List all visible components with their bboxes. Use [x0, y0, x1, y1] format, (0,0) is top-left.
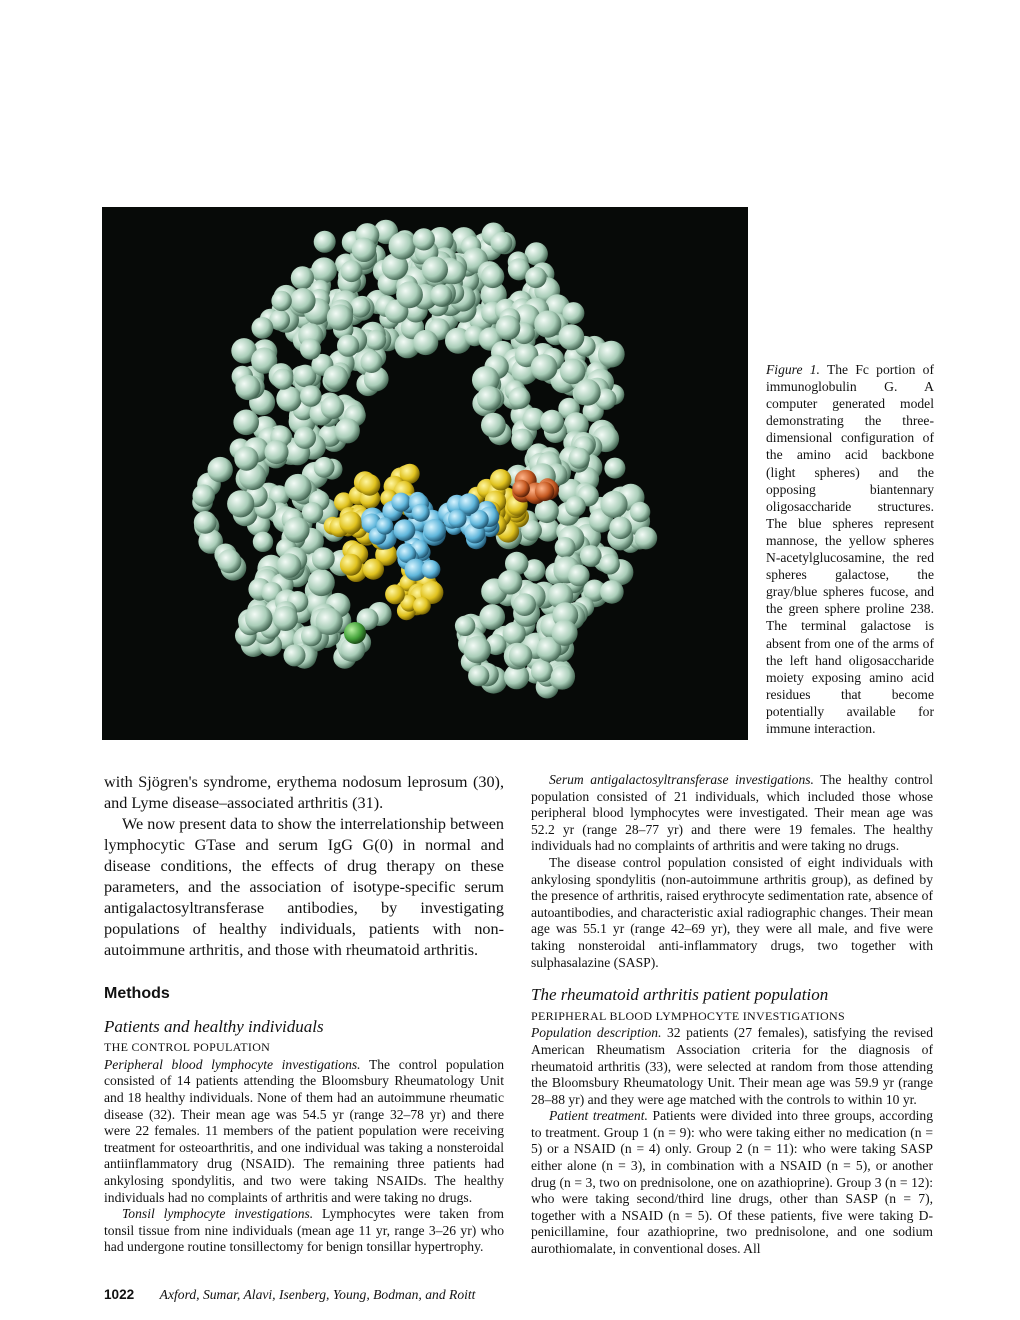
figure-caption — [766, 361, 934, 737]
atom-sphere — [284, 517, 310, 543]
atom-sphere — [194, 511, 217, 534]
atom-sphere — [337, 335, 359, 357]
atom-sphere — [208, 457, 233, 482]
atom-sphere — [477, 386, 502, 411]
atom-sphere — [422, 257, 448, 283]
atom-sphere — [600, 491, 627, 518]
atom-sphere — [308, 569, 335, 596]
atom-sphere — [385, 584, 405, 604]
atom-sphere — [253, 532, 273, 552]
atom-sphere — [335, 418, 360, 443]
serum-runin: Serum antigalactosyltransferase investigations. — [549, 772, 814, 787]
atom-sphere — [481, 265, 504, 288]
atom-sphere — [300, 385, 322, 407]
intro-paragraph-1: with Sjögren's syndrome, erythema nodosum leprosum (30), and Lyme disease–associated arthritis (31). — [104, 773, 504, 812]
atom-sphere — [423, 519, 446, 542]
atom-sphere — [344, 622, 366, 644]
atom-sphere — [359, 474, 381, 496]
population-description-runin: Population description. — [531, 1025, 662, 1041]
atom-sphere — [413, 597, 431, 615]
atom-sphere — [511, 429, 533, 451]
ra-population-subheading: The rheumatoid arthritis patient population — [531, 985, 829, 1005]
control-pbl-runin: Peripheral blood lymphocyte investigations. — [104, 1056, 361, 1072]
page-number: 1022 — [104, 1287, 135, 1302]
atom-sphere — [273, 606, 298, 631]
figure-caption-text: The Fc portion of immunoglobulin G. A computer generated model demonstrating the three-dimensional configuration of the amino acid backbone (light spheres) and the opposing biantennary oligosaccharide structures. The blue spheres represent mannose, the yellow spheres N-acetylglucosamine, the red spheres galactose, the gray/blue spheres fucose, and the green sphere proline 238. The terminal galactose is absent from one of the arms of the left hand oligosaccharide moiety exposing amino acid residues that become potentially available for immune interaction. — [766, 362, 934, 736]
figure-label: Figure 1. — [766, 362, 820, 377]
disease-control-paragraph: The disease control population consisted of eight individuals with ankylosing spondylitis (non-autoimmune arthritis group), as defined by the presence of arthritis, raised erythrocyte sedimentation rate, absence of autoantibodies, and characteristic axial radiographic changes. Their mean age was 55.1 yr (range 42–69 yr), they were all male, and five were taking nonsteroidal anti-inflammatory drugs, two together with sulphasalazine (SASP). — [531, 854, 933, 970]
atom-sphere — [413, 330, 438, 355]
atom-sphere — [464, 636, 491, 663]
intro-paragraph-2: We now present data to show the interrelationship between lymphocytic GTase and serum IgG G(0) in normal and disease conditions, the effects of drug therapy on these parameters, and the association of isotype-specific serum antigalactosyltransferase antibodies, by investigating populations of healthy individuals, patients with non-autoimmune arthritis, and those with rheumatoid arthritis. — [104, 815, 504, 959]
atom-sphere — [366, 330, 387, 351]
atom-sphere — [634, 527, 657, 550]
atom-sphere — [580, 545, 602, 567]
atom-sphere — [327, 304, 353, 330]
atom-sphere — [498, 570, 523, 595]
control-population-heading: THE CONTROL POPULATION — [104, 1040, 271, 1055]
atom-sphere — [394, 519, 416, 541]
atom-sphere — [340, 554, 362, 576]
tonsil-text: Lymphocytes were taken from tonsil tissue from nine individuals (mean age 11 yr, range 3–26 yr) who had undergone routine tonsillectomy for benign tonsillar hypertrophy. — [104, 1206, 504, 1255]
atom-sphere — [234, 447, 258, 471]
figure-image — [102, 207, 748, 740]
tonsil-runin: Tonsil lymphocyte investigations. — [122, 1206, 314, 1222]
atom-sphere — [314, 457, 335, 478]
atom-sphere — [496, 315, 521, 340]
control-pbl-text: The control population consisted of 14 patients attending the Bloomsbury Rheumatology Unit and 18 healthy individuals. None of them had an autoimmune rheumatic disease (32). Their mean age was 54.5 yr (range 32–78 yr) and there were 22 females. 11 members of the patient population were receiving treatment for osteoarthritis, and one individual was taking a nonsteroidal antiinflammatory drug (NSAID). The remaining three patients had ankylosing spondylitis, and two were taking NSAIDs. The healthy individuals had no complaints of arthritis and were taking no drugs. — [104, 1056, 504, 1205]
atom-sphere — [363, 559, 384, 580]
atom-sphere — [245, 605, 272, 632]
serum-paragraph — [531, 772, 933, 855]
atom-sphere — [540, 410, 564, 434]
atom-sphere — [413, 228, 435, 250]
atom-sphere — [509, 644, 532, 667]
patient-treatment-text: Patients were divided into three groups, according to treatment. Group 1 (n = 9): who were taking either no medication (n = 5) or a NSAID (n = 4) only. Group 2 (n = 11): who were taking SASP either alone (n = 3), in combination with a NSAID (n = 5), or another drug (n = 3, two on prednisolone, one on azathioprine). Group 3 (n = 12): who were taking second/third line drugs, other than SASP (n = 7), together with a NSAID (n = 5). Of these patients, five were taking D-penicillamine, four azathioprine, two prednisolone, and one sodium aurothiomalate, in conventional doses. All — [531, 1108, 933, 1257]
atom-sphere — [630, 502, 650, 522]
atom-sphere — [233, 410, 259, 436]
atom-sphere — [312, 547, 335, 570]
atom-sphere — [479, 604, 505, 630]
atom-sphere — [604, 458, 625, 479]
atom-sphere — [565, 496, 586, 517]
atom-sphere — [609, 517, 632, 540]
atom-sphere — [252, 317, 274, 339]
atom-sphere — [490, 469, 511, 490]
tonsil-paragraph — [104, 1206, 504, 1256]
atom-sphere — [396, 281, 423, 308]
serum-text: The healthy control population consisted of 21 individuals, which included those whose peripheral blood lymphocytes were investigated. Their mean age was 52.2 yr (range 28–77 yr) and there were 19 females. The healthy individuals had no complaints of arthritis and were taking no drugs. — [531, 772, 934, 854]
atom-sphere — [534, 311, 561, 338]
right-column — [531, 772, 933, 1258]
atom-sphere — [562, 302, 584, 324]
patient-treatment-paragraph — [531, 1108, 933, 1257]
atom-sphere — [193, 484, 215, 506]
atom-sphere — [574, 379, 601, 406]
atom-sphere — [422, 560, 441, 579]
atom-sphere — [227, 490, 254, 517]
atom-sphere — [481, 413, 506, 438]
atom-sphere — [552, 620, 578, 646]
atom-sphere — [535, 482, 554, 501]
running-authors: Axford, Sumar, Alavi, Isenberg, Young, Bodman, and Roitt — [159, 1287, 476, 1302]
atom-sphere — [448, 510, 466, 528]
atom-sphere — [430, 284, 452, 306]
patients-subheading: Patients and healthy individuals — [104, 1016, 324, 1036]
atom-sphere — [569, 448, 590, 469]
atom-sphere — [339, 511, 362, 534]
atom-sphere — [284, 644, 306, 666]
molecular-model-illustration — [102, 207, 748, 740]
atom-sphere — [468, 665, 489, 686]
atom-sphere — [551, 666, 575, 690]
atom-sphere — [598, 341, 625, 368]
pbl-investigations-heading: PERIPHERAL BLOOD LYMPHOCYTE INVESTIGATIONS — [531, 1008, 845, 1023]
atom-sphere — [294, 427, 316, 449]
atom-sphere — [531, 354, 558, 381]
atom-sphere — [512, 480, 530, 498]
atom-sphere — [555, 537, 576, 558]
atom-sphere — [290, 288, 316, 314]
methods-heading: Methods — [104, 985, 170, 1002]
atom-sphere — [265, 440, 289, 464]
atom-sphere — [277, 553, 302, 578]
atom-sphere — [389, 232, 416, 259]
atom-sphere — [217, 549, 241, 573]
page-footer — [104, 1287, 475, 1303]
atom-sphere — [558, 324, 584, 350]
atom-sphere — [271, 291, 291, 311]
atom-sphere — [509, 387, 531, 409]
atom-sphere — [491, 232, 513, 254]
atom-sphere — [352, 238, 376, 262]
atom-sphere — [600, 580, 624, 604]
atom-sphere — [455, 616, 475, 636]
atom-sphere — [272, 369, 293, 390]
atom-sphere — [531, 660, 553, 682]
atom-sphere — [300, 339, 321, 360]
atom-sphere — [321, 396, 344, 419]
left-column — [104, 772, 504, 1256]
atom-sphere — [350, 297, 371, 318]
atom-sphere — [599, 554, 620, 575]
atom-sphere — [323, 365, 348, 390]
population-description-paragraph — [531, 1025, 933, 1108]
atom-sphere — [513, 593, 536, 616]
patient-treatment-runin: Patient treatment. — [549, 1108, 648, 1124]
atom-sphere — [276, 386, 301, 411]
atom-sphere — [525, 267, 546, 288]
atom-sphere — [291, 266, 314, 289]
control-pbl-paragraph — [104, 1057, 504, 1206]
atom-sphere — [412, 504, 430, 522]
atom-sphere — [316, 608, 343, 635]
atom-sphere — [391, 493, 410, 512]
atom-sphere — [284, 474, 311, 501]
atom-sphere — [235, 375, 260, 400]
atom-sphere — [568, 565, 590, 587]
population-description-text: 32 patients (27 females), satisfying the revised American Rheumatism Association criteria for the diagnosis of rheumatoid arthritis (33), were selected at random from those attending the Bloomsbury Rheumatology Unit. Their mean age was 59.9 yr (range 28–88 yr) and they were age matched with the controls to within 10 yr. — [531, 1025, 933, 1107]
atom-sphere — [376, 517, 393, 534]
atom-sphere — [311, 257, 337, 283]
atom-sphere — [361, 351, 383, 373]
atom-sphere — [341, 260, 363, 282]
atom-sphere — [314, 231, 336, 253]
